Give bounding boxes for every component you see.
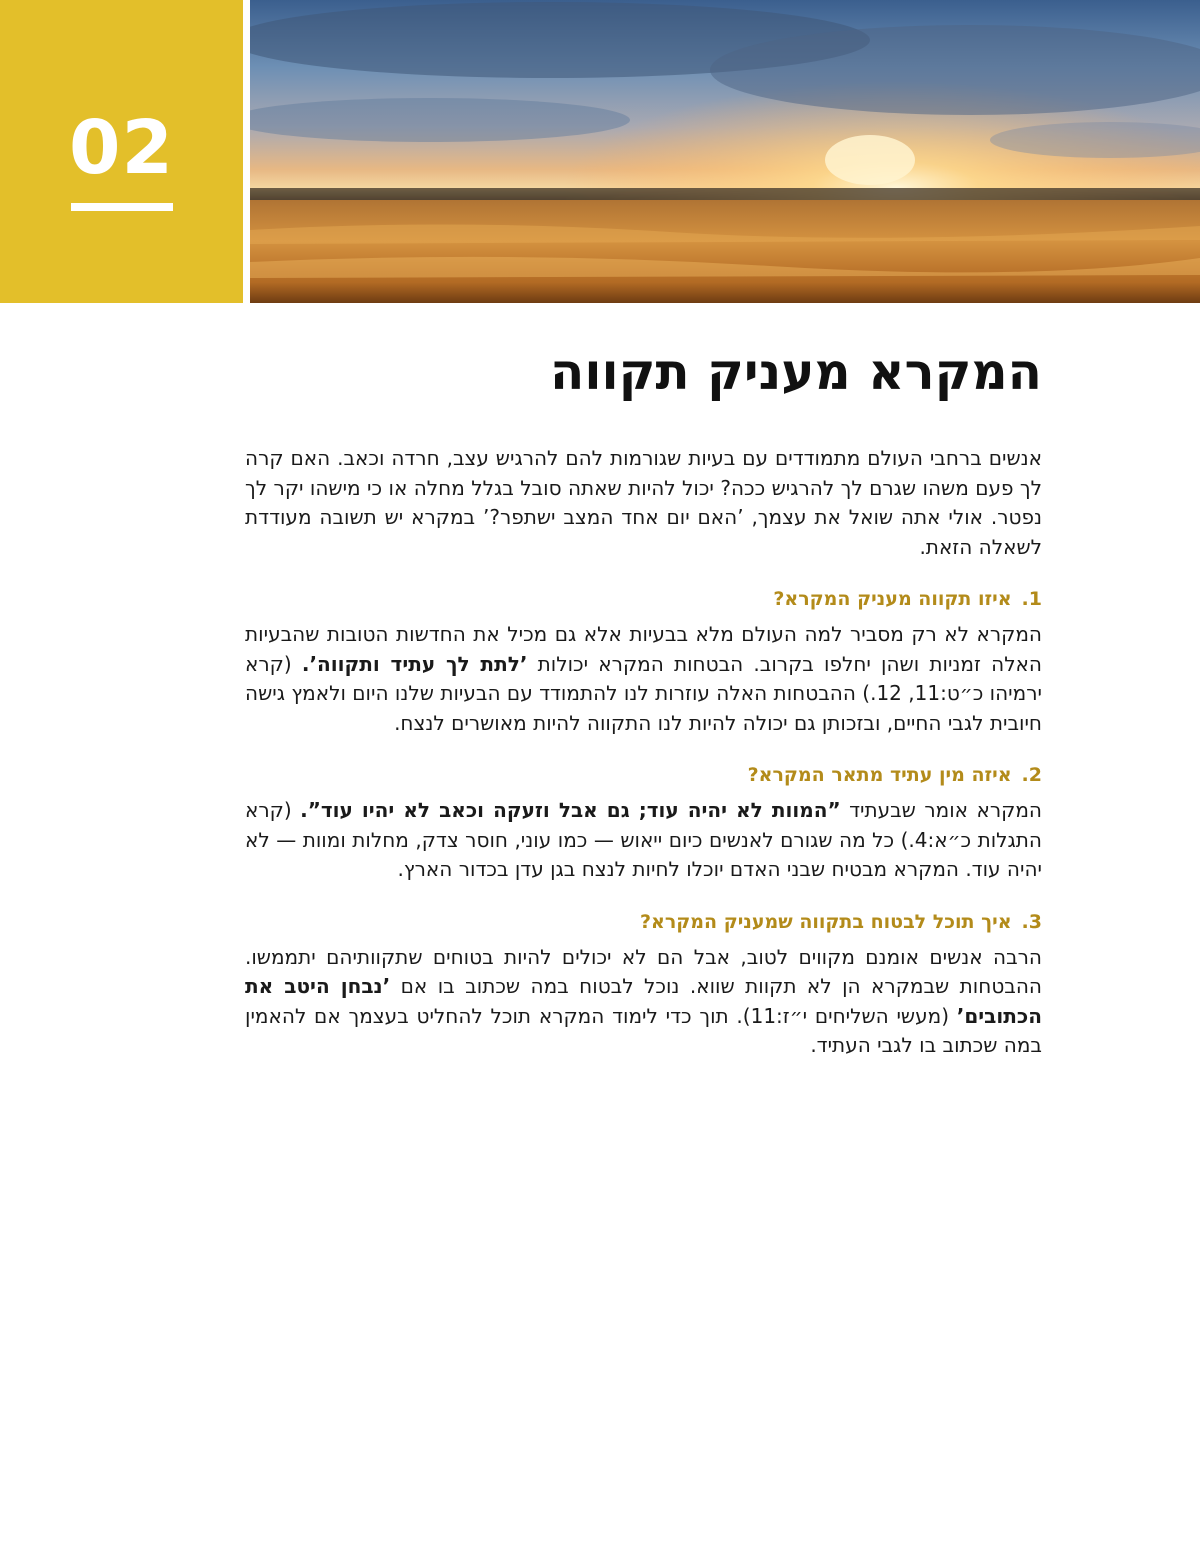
section-3-text-before: הרבה אנשים אומנם מקווים לטוב, אבל הם לא יכולים להיות בטוחים שתקוותיהם יתממשו. ההבטחות שבמקרא הן לא תקוות שווא. נוכל לבטוח במה שכתוב בו אם [245, 944, 1042, 998]
section-2-question: איזה מין עתיד מתאר המקרא? [747, 764, 1012, 786]
lesson-content [245, 330, 1042, 1061]
lesson-number: 02 [69, 105, 174, 191]
section-1-text-after: (קרא ירמיהו כ״ט:11, 12.) ההבטחות האלה עוזרות לנו להתמודד עם הבעיות שלנו היום ולאמץ גישה חיובית לגבי החיים, ובזכותן גם יכולה להיות לנו התקווה להיות מאושרים לנצח. [245, 651, 1042, 735]
lesson-number-box [0, 0, 243, 303]
wheat-field-sunset-image [250, 0, 1200, 303]
section-2-heading [245, 760, 1042, 790]
section-2-text-after: (קרא התגלות כ״א:4.) כל מה שגורם לאנשים כיום ייאוש — כמו עוני, חוסר צדק, מחלות ומוות — לא יהיה עוד. המקרא מבטיח שבני האדם יוכלו לחיות לנצח בגן עדן בכדור הארץ. [245, 798, 1042, 881]
section-3-text-after: (מעשי השליחים י״ז:11). תוך כדי לימוד המקרא תוכל להחליט בעצמך אם להאמין במה שכתוב בו לגבי העתיד. [245, 1003, 1042, 1057]
hero-image [250, 0, 1200, 303]
section-3-quote: ’נבחן היטב את הכתובים’ [245, 974, 1042, 1028]
page-title: המקרא מעניק תקווה [550, 343, 1042, 401]
section-2-quote: ”המוות לא יהיה עוד; גם אבל וזעקה וכאב לא יהיו עוד”. [300, 798, 841, 822]
section-3-heading [245, 907, 1042, 937]
section-1-question: איזו תקווה מעניק המקרא? [773, 588, 1012, 610]
section-1-paragraph [245, 620, 1042, 738]
section-1-quote: ’לתת לך עתיד ותקווה’. [301, 651, 528, 676]
section-1-text-before: המקרא לא רק מסביר למה העולם מלא בבעיות אלא גם מכיל את החדשות הטובות שהבעיות האלה זמניות ושהן יחלפו בקרוב. הבטחות המקרא יכולות [245, 622, 1042, 676]
section-2-number: 2. [1021, 764, 1042, 786]
section-2-text-before: המקרא אומר שבעתיד [840, 798, 1042, 822]
section-3-question: איך תוכל לבטוח בתקווה שמעניק המקרא? [640, 910, 1012, 933]
lesson-number-underline [71, 203, 173, 211]
section-3-number: 3. [1021, 910, 1042, 933]
section-1-heading [245, 584, 1042, 614]
section-2-paragraph [245, 796, 1042, 885]
section-3-paragraph [245, 943, 1042, 1061]
section-1-number: 1. [1021, 588, 1042, 610]
intro-paragraph: אנשים ברחבי העולם מתמודדים עם בעיות שגורמות להם להרגיש עצב, חרדה וכאב. האם קרה לך פעם משהו שגרם לך להרגיש ככה? יכול להיות שאתה סובל בגלל מחלה או כי מישהו יקר לך נפטר. אולי אתה שואל את עצמך, ’האם יום אחד המצב ישתפר?’ במקרא יש תשובה מעודדת לשאלה הזאת. [245, 446, 1042, 559]
